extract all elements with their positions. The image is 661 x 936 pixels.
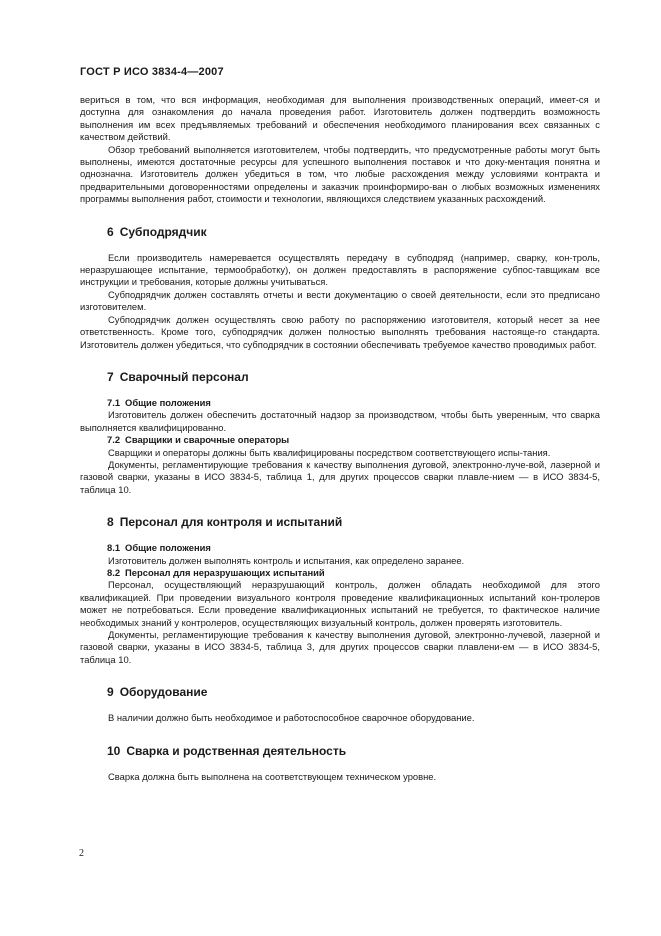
- section-title: Сварка и родственная деятельность: [126, 743, 347, 758]
- subsection-heading-8-2: [80, 567, 600, 579]
- section-number: 9: [107, 685, 114, 700]
- section-number: 6: [107, 224, 114, 239]
- paragraph: Документы, регламентирующие требования к качеству выполнения дуговой, электронно-луче-вой, лазерной и газовой сварки, указаны в ИСО 3834-5, таблица 1, для других процессов сварки плавле-нием — в ИСО 3834-5, таблица 10.: [80, 458, 600, 495]
- subsection-number: 7.1: [107, 396, 121, 408]
- page-body: [80, 94, 600, 783]
- paragraph: Документы, регламентирующие требования к качеству выполнения дуговой, электронно-лучевой, лазерной и газовой сварки, указаны в ИСО 3834-5, таблица 3, для других процессов сварки плавлени-ем — в ИСО 3834-5, таблица 10.: [80, 629, 600, 665]
- paragraph: Сварка должна быть выполнена на соответствующем техническом уровне.: [108, 770, 437, 782]
- paragraph: Если производитель намеревается осуществлять передачу в субподряд (например, сварку, кон-троль, неразрушающее испытание, термообработку), он должен предоставлять в распоряжение субпос-тавщикам все инструкции и требования, которые должны учитываться.: [80, 251, 600, 288]
- paragraph: Субподрядчик должен осуществлять свою работу по распоряжению изготовителя, который несет за нее ответственность. Кроме того, субподрядчик должен полностью выполнять требования настояще-го стандарта. Изготовитель должен убедиться, что субподрядчик в состоянии обеспечивать требуемое качество проводимых работ.: [80, 313, 600, 350]
- subsection-title: Сварщики и сварочные операторы: [125, 434, 290, 446]
- subsection-number: 7.2: [107, 434, 121, 446]
- paragraph: вериться в том, что вся информация, необходимая для выполнения производственных операций, имеет-ся и доступна для ознакомления до начала проведения работ. Изготовитель должен подтвердить возможность выполнения им всех предъявляемых требований и обеспечения необходимого планирования всех связанных с качеством действий.: [80, 94, 600, 143]
- paragraph: Субподрядчик должен составлять отчеты и вести документацию о своей деятельности, если это предписано изготовителем.: [80, 288, 600, 313]
- paragraph: Изготовитель должен обеспечить достаточный надзор за производством, чтобы быть уверенным, что сварка выполняется квалифицированно.: [80, 409, 600, 433]
- subsection-heading-7-1: [80, 397, 600, 409]
- paragraph: Персонал, осуществляющий неразрушающий контроль, должен обладать необходимой для этого квалификацией. При проведении визуального контроля проведение квалификационных испытаний кон-тролеров может не потребоваться. Если проведение квалификационных испытаний не требуется, то фактическое наличие необходимых знаний у контролеров, осуществляющих визуальный контроль, должен проверять изготовитель.: [80, 579, 600, 628]
- document-header: ГОСТ Р ИСО 3834-4—2007: [80, 66, 224, 78]
- section-heading-10: [80, 744, 600, 758]
- paragraph: Сварщики и операторы должны быть квалифицированы посредством соответствующего испы-тания.: [108, 446, 551, 458]
- paragraph: Изготовитель должен выполнять контроль и испытания, как определено заранее.: [108, 554, 465, 566]
- subsection-number: 8.2: [107, 566, 121, 578]
- section-number: 8: [107, 515, 114, 530]
- section-number: 7: [107, 369, 114, 384]
- subsection-title: Общие положения: [125, 396, 211, 408]
- subsection-title: Персонал для неразрушающих испытаний: [125, 566, 325, 578]
- section-heading-9: [80, 685, 600, 699]
- subsection-number: 8.1: [107, 542, 121, 554]
- section-title: Сварочный персонал: [119, 369, 249, 384]
- section-heading-7: [80, 370, 600, 384]
- paragraph: В наличии должно быть необходимое и работоспособное сварочное оборудование.: [108, 712, 475, 724]
- page-number: 2: [79, 848, 84, 859]
- section-heading-8: [80, 515, 600, 529]
- section-heading-6: [80, 225, 600, 239]
- paragraph: Обзор требований выполняется изготовителем, чтобы подтвердить, что предусмотренные работы могут быть выполнены, имеются достаточные ресурсы для успешного выполнения поставок и что доку-ментация понятна и однозначна. Изготовитель должен убедиться в том, что любые расхождения между условиями контракта и предварительными договоренностями определены и заказчик проинформиро-ван о любых возможных изменениях программы выполнения работ, стоимости и технологии, являющихся следствием указанных расхождений.: [80, 143, 600, 205]
- section-title: Персонал для контроля и испытаний: [119, 515, 343, 530]
- subsection-heading-8-1: [80, 542, 600, 554]
- subsection-heading-7-2: [80, 434, 600, 446]
- subsection-title: Общие положения: [125, 542, 211, 554]
- section-title: Субподрядчик: [119, 224, 207, 239]
- section-number: 10: [107, 743, 121, 758]
- section-title: Оборудование: [119, 685, 208, 700]
